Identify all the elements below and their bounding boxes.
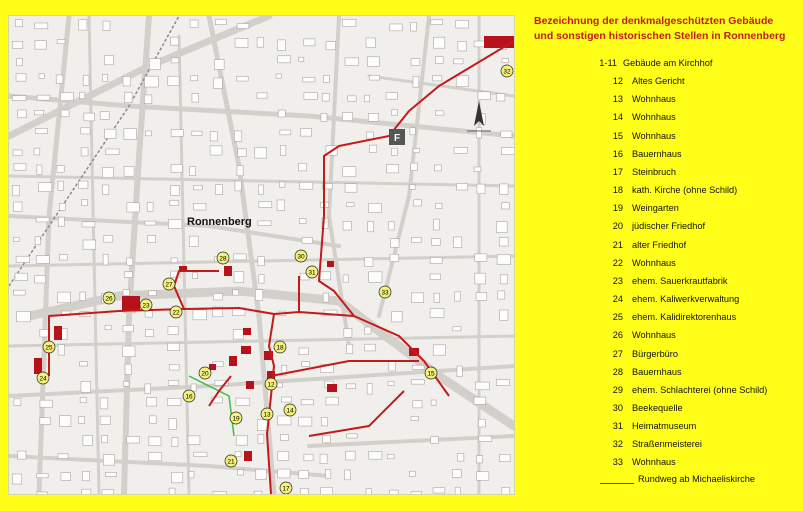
map-marker-label: 24 (39, 375, 47, 383)
map-marker-17 (280, 482, 292, 494)
legend-item-number: 32 (612, 439, 623, 450)
map-marker-32 (501, 65, 513, 77)
map-marker-14 (284, 404, 296, 416)
map-marker-15 (425, 367, 437, 379)
map-marker-26 (103, 292, 115, 304)
map-marker-28 (217, 252, 229, 264)
legend-item-number: 30 (612, 402, 623, 413)
legend-item-number: 22 (612, 257, 623, 268)
map-marker-21 (225, 455, 237, 467)
legend-item-text: Gebäude am Kirchhof (623, 58, 713, 68)
map-marker-label: 16 (185, 393, 193, 401)
legend-item-text: kath. Kirche (ohne Schild) (632, 185, 738, 196)
map-marker-label: 30 (297, 253, 305, 261)
map-marker-label: 26 (105, 295, 113, 303)
legend-item-text: Altes Gericht (632, 76, 685, 87)
map-marker-label: 22 (172, 309, 180, 317)
legend-item-text: Heimatmuseum (632, 421, 697, 432)
map-marker-label: 21 (227, 458, 235, 466)
map-marker-label: 28 (219, 255, 227, 263)
map-marker-label: 33 (381, 289, 389, 297)
legend-item (530, 163, 795, 181)
svg-text:F: F (393, 133, 401, 144)
map-marker-16 (183, 390, 195, 402)
legend (530, 14, 795, 484)
map-marker-label: 17 (282, 485, 290, 493)
legend-route-row (600, 474, 795, 484)
legend-item (530, 272, 795, 290)
legend-item (530, 308, 795, 326)
legend-item (530, 145, 795, 163)
legend-item (530, 435, 795, 453)
map-marker-24 (37, 372, 49, 384)
legend-title: Bezeichnung der denkmalgeschützten Gebäude und sonstigen historischen Stellen in Ronnenberg (534, 15, 786, 42)
legend-item-text: Wohnhaus (632, 330, 676, 341)
map-marker-31 (306, 266, 318, 278)
legend-item-text: Wohnhaus (632, 94, 676, 105)
map-marker-label: 18 (276, 344, 284, 352)
legend-item-number: 19 (612, 203, 623, 214)
legend-item (530, 417, 795, 435)
legend-item-number: 14 (612, 112, 623, 123)
map-town-label: Ronnenberg (187, 216, 252, 228)
legend-item-number: 20 (612, 221, 623, 232)
map-marker-label: 27 (165, 281, 173, 289)
legend-item-number: 26 (612, 330, 623, 341)
fire-station-icon (389, 129, 405, 145)
legend-item (530, 199, 795, 217)
map[interactable] (8, 15, 515, 495)
legend-item-number: 24 (612, 294, 623, 305)
map-marker-25 (43, 341, 55, 353)
legend-item-text: ehem. Schlachterei (ohne Schild) (632, 384, 768, 395)
map-marker-13 (261, 408, 273, 420)
legend-item-text: Bauernhaus (632, 366, 682, 377)
map-marker-label: 19 (232, 415, 240, 423)
legend-item-number: 21 (612, 239, 623, 250)
legend-item-number: 17 (612, 166, 623, 177)
legend-item-text: Straßenmeisterei (632, 439, 702, 450)
map-marker-label: 13 (263, 411, 271, 419)
legend-item (530, 363, 795, 381)
legend-item-text: ehem. Kaliwerkverwaltung (632, 294, 740, 305)
map-marker-33 (379, 286, 391, 298)
legend-item-text: Wohnhaus (632, 457, 676, 468)
legend-item (530, 345, 795, 363)
legend-item-number: 33 (612, 457, 623, 468)
legend-item-number: 18 (612, 185, 623, 196)
legend-item-number: 15 (612, 130, 623, 141)
legend-item-number: 29 (612, 384, 623, 395)
legend-item-number: 27 (612, 348, 623, 359)
map-marker-20 (199, 367, 211, 379)
map-marker-label: 23 (142, 302, 150, 310)
map-canvas (9, 16, 514, 494)
legend-list (530, 54, 795, 472)
legend-item-text: ehem. Kalidirektorenhaus (632, 312, 737, 323)
legend-item (530, 72, 795, 90)
legend-item (530, 381, 795, 399)
map-marker-22 (170, 306, 182, 318)
map-marker-label: 31 (308, 269, 316, 277)
legend-item-text: Steinbruch (632, 166, 676, 177)
legend-item (530, 217, 795, 235)
map-marker-19 (230, 412, 242, 424)
legend-item (530, 399, 795, 417)
legend-item-text: alter Friedhof (632, 239, 687, 250)
legend-item-number: 23 (612, 275, 623, 286)
legend-item (530, 236, 795, 254)
legend-item-text: jüdischer Friedhof (632, 221, 706, 232)
legend-item (530, 290, 795, 308)
legend-item-text: Beekequelle (632, 402, 683, 413)
map-marker-label: 25 (45, 344, 53, 352)
legend-item (530, 254, 795, 272)
route-line-swatch (600, 474, 634, 484)
map-marker-18 (274, 341, 286, 353)
legend-item-text: Wohnhaus (632, 112, 676, 123)
legend-item-text: ehem. Sauerkrautfabrik (632, 275, 728, 286)
map-marker-30 (295, 250, 307, 262)
tour-route (49, 41, 514, 494)
map-marker-23 (140, 299, 152, 311)
legend-item (530, 326, 795, 344)
historic-buildings (34, 36, 514, 461)
legend-item-text: Bauernhaus (632, 148, 682, 159)
legend-item (530, 54, 795, 72)
map-marker-label: 12 (267, 381, 275, 389)
legend-item (530, 127, 795, 145)
legend-item-text: Wohnhaus (632, 130, 676, 141)
legend-item-text: Bürgerbüro (632, 348, 678, 359)
legend-item-number: 25 (612, 312, 623, 323)
legend-item-text: Wohnhaus (632, 257, 676, 268)
legend-item-number: 28 (612, 366, 623, 377)
legend-item-number: 12 (612, 76, 623, 87)
map-marker-27 (163, 278, 175, 290)
legend-item (530, 90, 795, 108)
legend-item-number: 13 (612, 94, 623, 105)
legend-item (530, 181, 795, 199)
map-marker-label: 15 (427, 370, 435, 378)
legend-item (530, 453, 795, 471)
map-marker-label: 32 (503, 68, 511, 76)
legend-item-number: 1-11 (599, 58, 617, 68)
legend-item-text: Weingarten (632, 203, 679, 214)
legend-item-number: 16 (612, 148, 623, 159)
legend-item (530, 108, 795, 126)
legend-item-number: 31 (612, 421, 623, 432)
map-marker-12 (265, 378, 277, 390)
legend-route-label: Rundweg ab Michaeliskirche (638, 473, 755, 484)
map-marker-label: 14 (286, 407, 294, 415)
map-marker-label: 20 (201, 370, 209, 378)
